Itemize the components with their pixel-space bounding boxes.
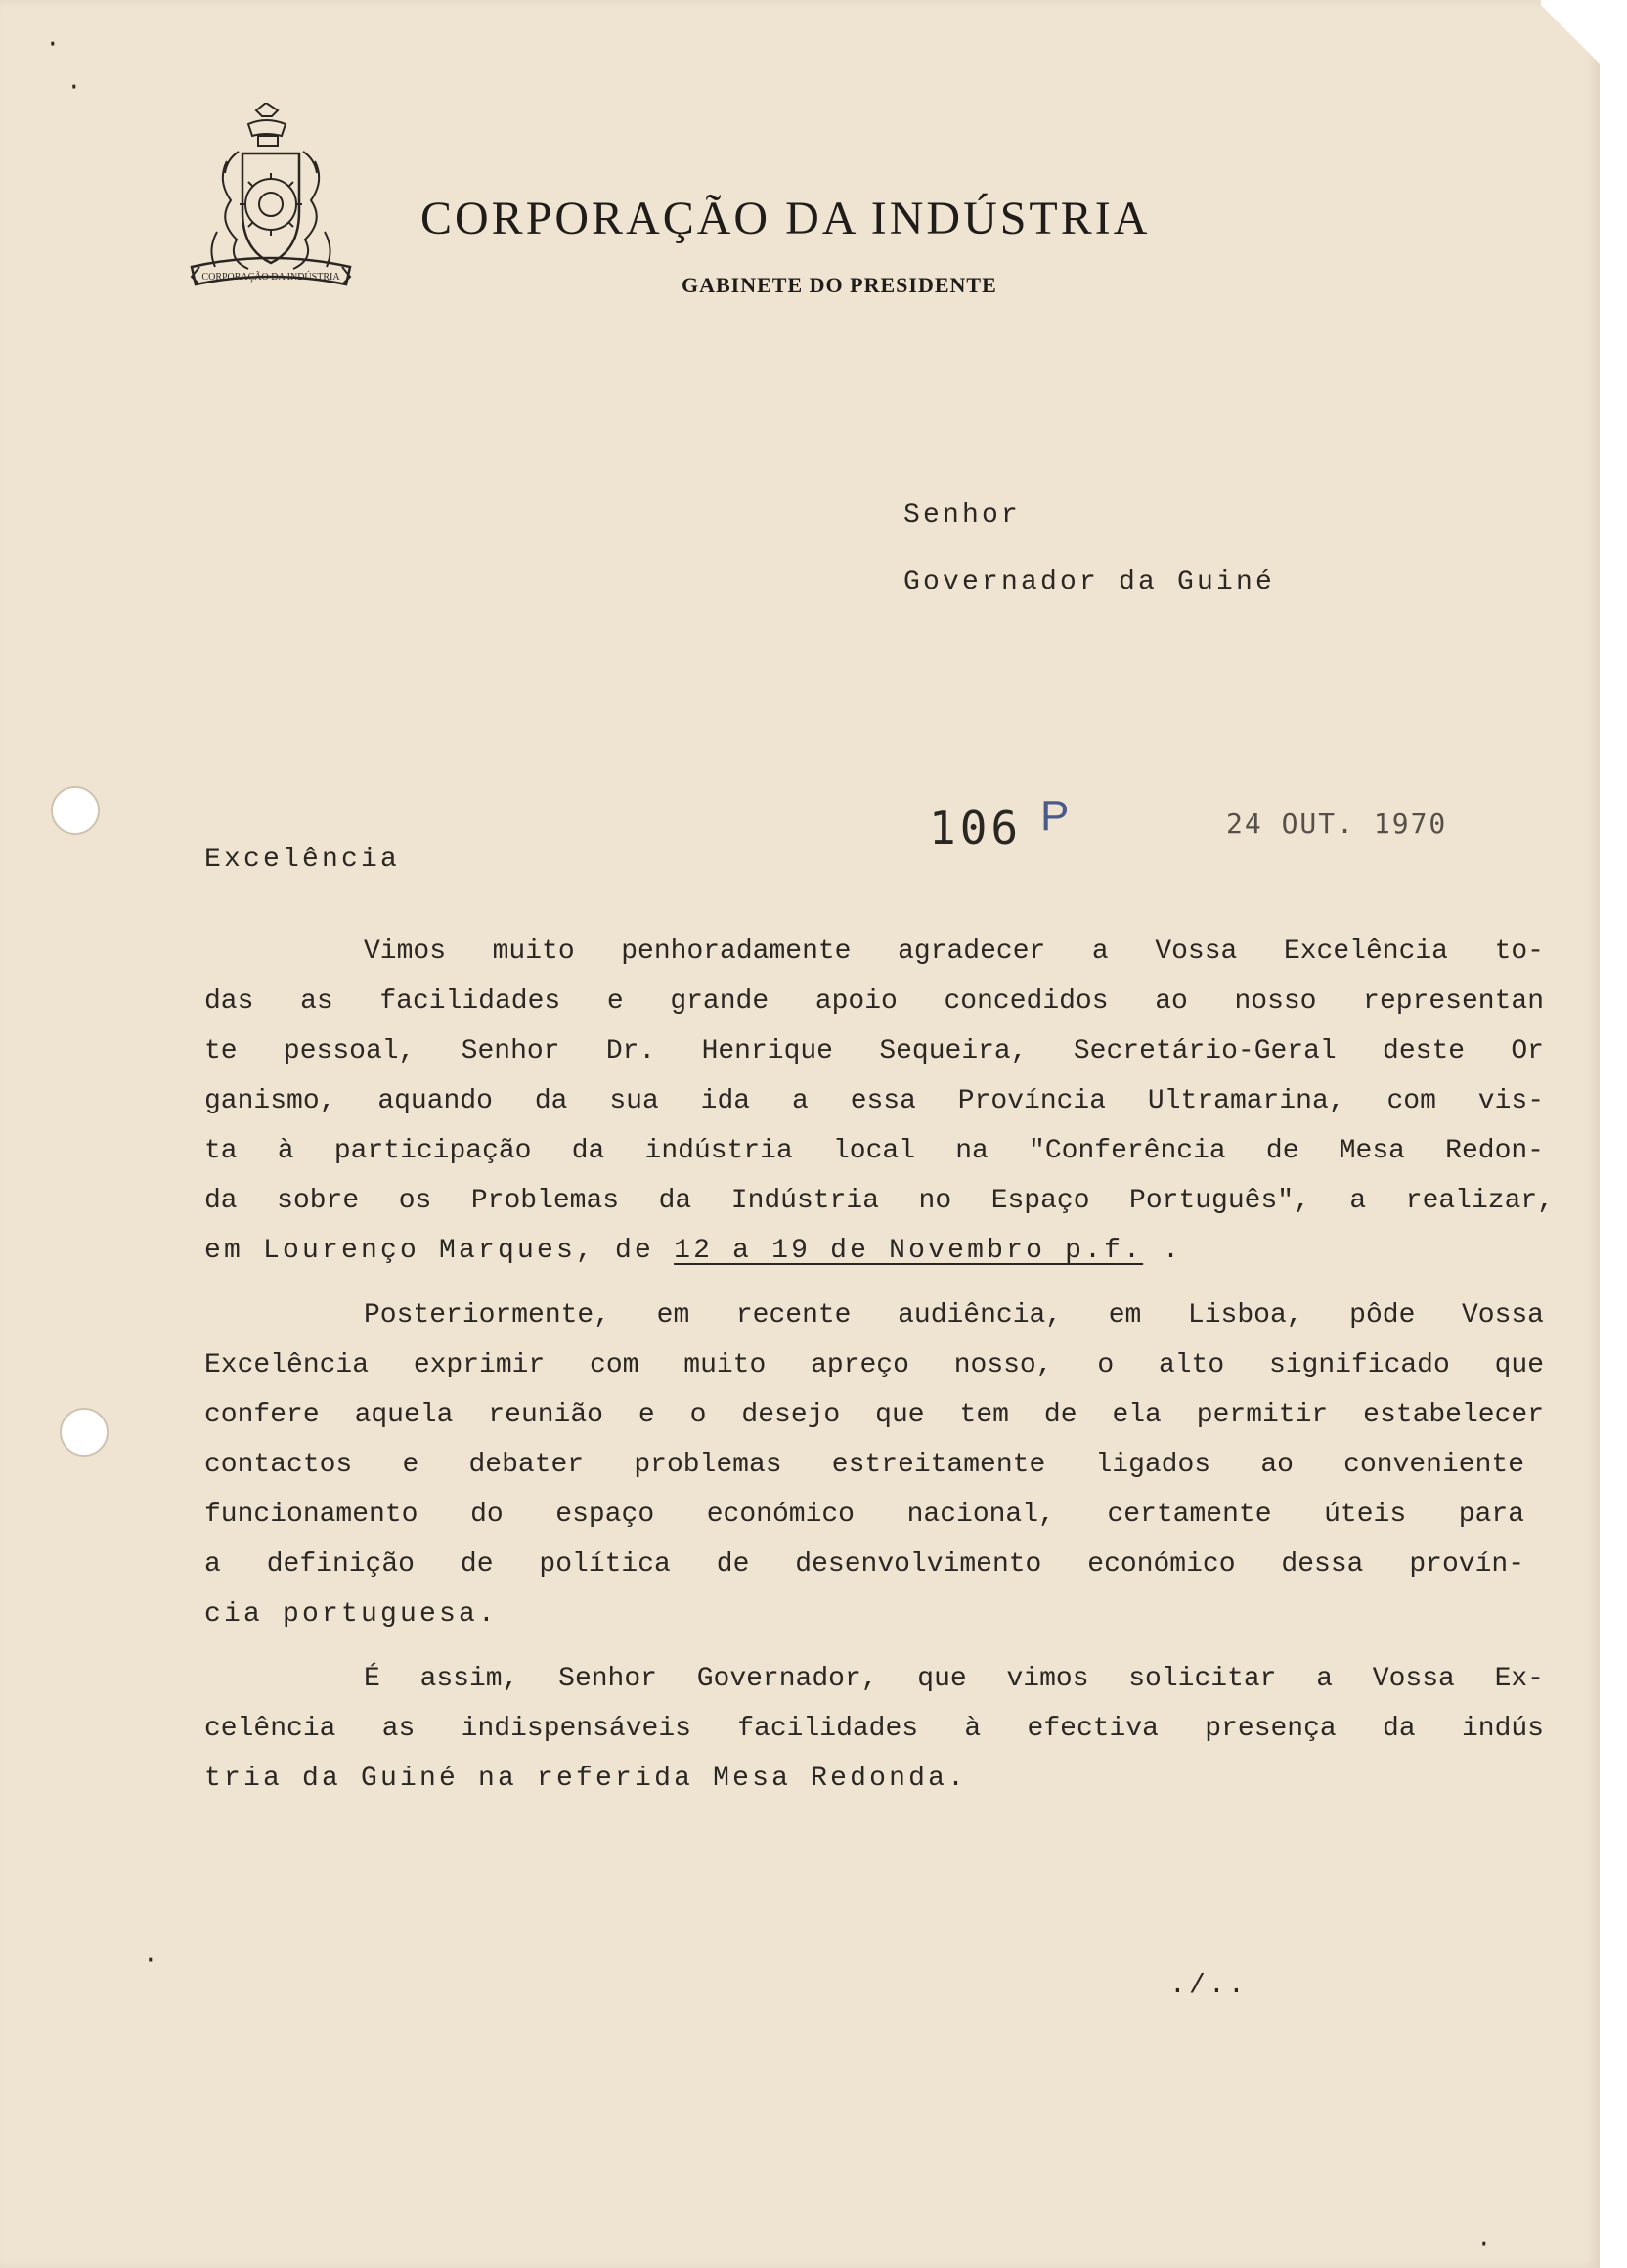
paragraph-2-line: cia portuguesa. bbox=[204, 1599, 499, 1630]
letter-page: CORPORAÇÃO DA INDÚSTRIA CORPORAÇÃO DA INDÚSTRIA GABINETE DO PRESIDENTE Senhor Governador da Guiné 106 P 24 OUT. 1970 Excelência Vimos muito penhoradamente agradecer a Vossa Excelência to- das as facilidades e grande apoio concedidos ao nosso representan te pessoal, Senhor Dr. Henrique Sequeira, Secretário-Geral deste Or ganismo, aquando da sua ida a essa Província Ultramarina, com vis- ta à participação da indústria local na "Conferência de Mesa Redon- da sobre os Problemas da Indústria no Espaço Português", a realizar, em Lourenço Marques, de 12 a 19 de Novembro p.f. . Posteriormente, em recente audiência, em Lisboa, pôde Vossa Excelência exprimir com muito apreço nosso, o alto significado que confere aquela reunião e o desejo que tem de ela permitir estabelecer contactos e debater problemas estreitamente ligados ao conveniente funcionamento do espaço económico nacional, certamente úteis para a definição de política de desenvolvimento económico dessa provín- cia portuguesa. É assim, Senhor Governador, que vimos solicitar a Vossa Ex- celência as indispensáveis facilidades à efectiva presença da indús tria da Guiné na referida Mesa Redonda. ./.. · · · · bbox=[0, 0, 1600, 2268]
organization-title: CORPORAÇÃO DA INDÚSTRIA bbox=[420, 193, 1151, 244]
paragraph-1-line: ganismo, aquando da sua ida a essa Província Ultramarina, com vis- bbox=[204, 1086, 1544, 1116]
recipient-line-1: Senhor bbox=[903, 501, 1022, 531]
handwritten-mark: P bbox=[1040, 792, 1070, 840]
paragraph-1-last-line: em Lourenço Marques, de 12 a 19 de Novembro p.f. . bbox=[204, 1236, 1183, 1266]
coat-of-arms-seal bbox=[188, 103, 354, 293]
salutation: Excelência bbox=[204, 845, 401, 875]
paragraph-3-line: É assim, Senhor Governador, que vimos solicitar a Vossa Ex- bbox=[364, 1664, 1544, 1694]
paragraph-2-line: a definição de política de desenvolvimento económico dessa provín- bbox=[204, 1549, 1524, 1580]
paragraph-3-line: tria da Guiné na referida Mesa Redonda. bbox=[204, 1764, 968, 1794]
paragraph-1-line: te pessoal, Senhor Dr. Henrique Sequeira, Secretário-Geral deste Or bbox=[204, 1036, 1544, 1067]
event-dates: 12 a 19 de Novembro p.f. bbox=[674, 1236, 1144, 1266]
svg-text:CORPORAÇÃO DA INDÚSTRIA: CORPORAÇÃO DA INDÚSTRIA bbox=[201, 272, 340, 283]
punch-hole-lower bbox=[60, 1408, 109, 1457]
paragraph-1-line: das as facilidades e grande apoio concedidos ao nosso representan bbox=[204, 986, 1544, 1017]
paragraph-3-line: celência as indispensáveis facilidades à efectiva presença da indús bbox=[204, 1714, 1544, 1744]
paragraph-2-line: Excelência exprimir com muito apreço nosso, o alto significado que bbox=[204, 1350, 1544, 1380]
reference-number-stamp: 106 bbox=[929, 802, 1023, 854]
department-subtitle: GABINETE DO PRESIDENTE bbox=[682, 273, 997, 297]
paragraph-1-line: da sobre os Problemas da Indústria no Espaço Português", a realizar, bbox=[204, 1186, 1554, 1216]
continuation-mark: ./.. bbox=[1169, 1971, 1249, 2001]
date-stamp: 24 OUT. 1970 bbox=[1226, 807, 1448, 840]
punch-hole-upper bbox=[51, 786, 100, 835]
paragraph-2-line: contactos e debater problemas estreitamente ligados ao conveniente bbox=[204, 1450, 1524, 1480]
paragraph-2-line: confere aquela reunião e o desejo que tem de ela permitir estabelecer bbox=[204, 1400, 1544, 1430]
recipient-line-2: Governador da Guiné bbox=[903, 567, 1276, 597]
paragraph-2-line: Posteriormente, em recente audiência, em Lisboa, pôde Vossa bbox=[364, 1300, 1544, 1330]
paragraph-1-line: Vimos muito penhoradamente agradecer a Vossa Excelência to- bbox=[364, 937, 1544, 967]
paragraph-2-line: funcionamento do espaço económico nacional, certamente úteis para bbox=[204, 1500, 1524, 1530]
paragraph-1-line: ta à participação da indústria local na "Conferência de Mesa Redon- bbox=[204, 1136, 1544, 1166]
folded-corner bbox=[1541, 0, 1600, 68]
